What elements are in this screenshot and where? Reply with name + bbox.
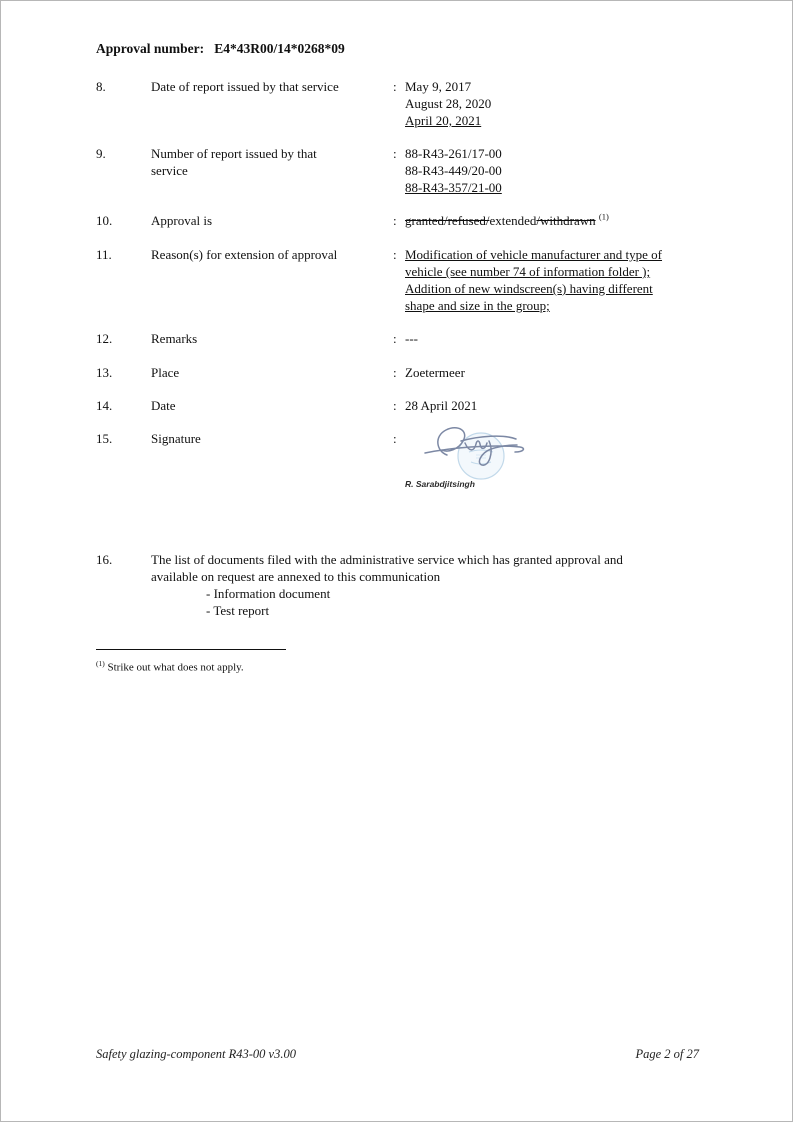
footer-page-number: Page 2 of 27 <box>635 1047 699 1061</box>
item-15-number: 15. <box>96 431 113 446</box>
item-11-value-line-1: Modification of vehicle manufacturer and type of <box>405 247 663 262</box>
item-8-colon: : <box>393 79 397 94</box>
item-14-number: 14. <box>96 398 113 413</box>
item-9-value-line-1: 88-R43-261/17-00 <box>405 146 502 161</box>
item-16-bullet-2: - Test report <box>206 603 270 618</box>
item-8-label: Date of report issued by that service <box>151 79 339 94</box>
item-16-number: 16. <box>96 552 113 567</box>
item-12-row <box>96 330 699 347</box>
item-12-label: Remarks <box>151 331 198 346</box>
item-10-label: Approval is <box>151 213 213 228</box>
item-11-number: 11. <box>96 247 112 262</box>
item-10-value <box>405 212 699 229</box>
approval-status-struck-2: /withdrawn <box>536 213 596 228</box>
signature-block <box>405 422 699 493</box>
item-16-bullet-1: - Information document <box>206 586 331 601</box>
footnote-divider <box>96 649 286 650</box>
item-16-text-line-2: available on request are annexed to this communication <box>151 569 441 584</box>
approval-status-struck-1: granted/refused/ <box>405 213 490 228</box>
approval-status-kept: extended <box>489 213 537 228</box>
item-15-colon: : <box>393 431 397 446</box>
item-9-value-line-3: 88-R43-357/21-00 <box>405 180 502 195</box>
item-15-value <box>405 430 699 493</box>
approval-number-label: Approval number: <box>96 41 205 56</box>
footer-document-title: Safety glazing-component R43-00 v3.00 <box>96 1047 296 1061</box>
item-10-row <box>96 212 699 229</box>
document-content <box>1 1 792 619</box>
item-15-label: Signature <box>151 431 201 446</box>
item-8-value-line-2: August 28, 2020 <box>405 96 492 111</box>
item-14-label: Date <box>151 398 176 413</box>
footnote-marker: (1) <box>96 659 105 668</box>
item-13-label: Place <box>151 365 180 380</box>
item-12-number: 12. <box>96 331 113 346</box>
item-10-number: 10. <box>96 213 113 228</box>
item-9-label: Number of report issued by that service <box>151 146 317 178</box>
item-16-row <box>96 551 699 619</box>
item-11-value-line-4: shape and size in the group; <box>405 298 550 313</box>
footnote-reference: (1) <box>598 211 609 222</box>
signature-image <box>419 422 537 480</box>
item-12-colon: : <box>393 331 397 346</box>
footnote-text <box>96 655 286 677</box>
item-10-colon: : <box>393 213 397 228</box>
item-11-value-line-2: vehicle (see number 74 of information folder ); <box>405 264 651 279</box>
item-13-colon: : <box>393 365 397 380</box>
item-14-row <box>96 397 699 414</box>
item-9-number: 9. <box>96 146 106 161</box>
item-13-number: 13. <box>96 365 113 380</box>
item-14-value: 28 April 2021 <box>405 398 478 413</box>
item-11-label: Reason(s) for extension of approval <box>151 247 338 262</box>
item-11-colon: : <box>393 247 397 262</box>
item-8-value-line-3: April 20, 2021 <box>405 113 482 128</box>
item-11-value-line-3: Addition of new windscreen(s) having different <box>405 281 653 296</box>
item-12-value: --- <box>405 331 418 346</box>
item-11-value <box>405 246 699 314</box>
item-9-value-line-2: 88-R43-449/20-00 <box>405 163 502 178</box>
item-11-row <box>96 246 699 314</box>
page-footer <box>96 1046 699 1063</box>
footnote-section <box>96 649 286 677</box>
item-15-row <box>96 430 699 493</box>
item-8-value <box>405 78 699 129</box>
item-9-value <box>405 145 699 196</box>
item-16-text-line-1: The list of documents filed with the administrative service which has granted approval and <box>151 552 623 567</box>
item-9-colon: : <box>393 146 397 161</box>
item-14-colon: : <box>393 398 397 413</box>
item-13-row <box>96 364 699 381</box>
approval-number-value: E4*43R00/14*0268*09 <box>214 41 345 56</box>
item-16-body <box>151 551 699 619</box>
approval-number-line <box>96 40 699 57</box>
item-8-value-line-1: May 9, 2017 <box>405 79 472 94</box>
item-9-row <box>96 145 699 196</box>
item-8-number: 8. <box>96 79 106 94</box>
footnote-body: Strike out what does not apply. <box>107 661 244 674</box>
item-13-value: Zoetermeer <box>405 365 465 380</box>
signatory-name: R. Sarabdjitsingh <box>405 479 475 489</box>
item-8-row <box>96 78 699 129</box>
